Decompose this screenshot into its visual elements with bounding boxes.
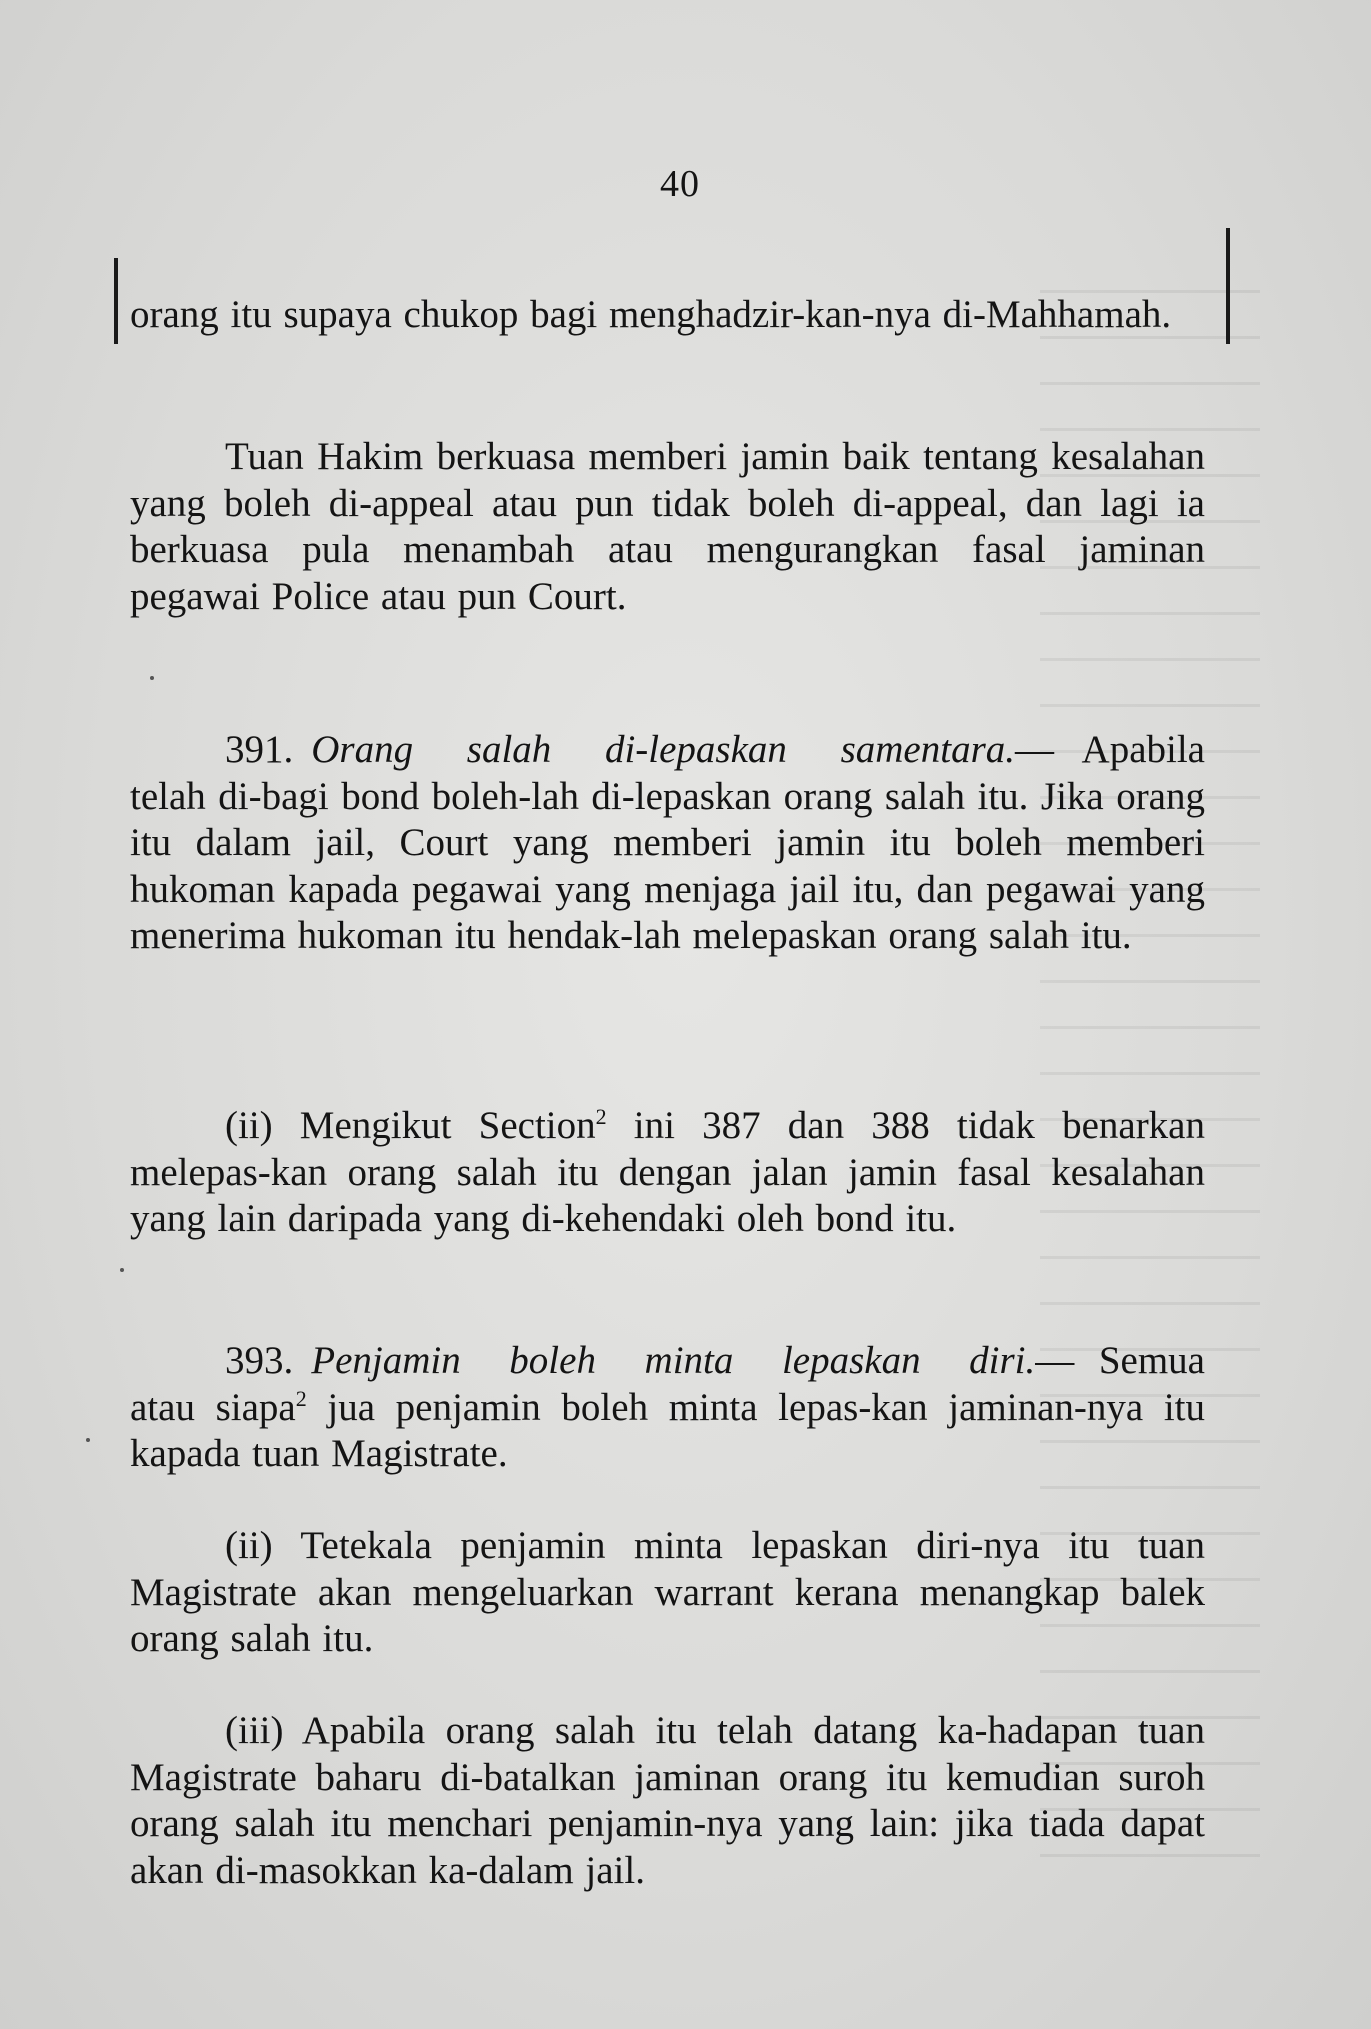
subsection-text: (ii) Mengikut Section [225, 1104, 596, 1147]
subsection-ii-warrant: (ii) Tetekala penjamin minta lepaskan diri-nya itu tuan Magistrate akan mengeluarkan warrant kerana menangkap balek orang salah itu. [130, 1524, 1205, 1660]
subsection-ii-bond [130, 1103, 1205, 1243]
paragraph-continuation: orang itu supaya chukop bagi menghadzir-kan-nya di-Mahhamah. [130, 293, 1172, 336]
ink-speck [120, 1268, 124, 1272]
subsection-iii-magistrate: (iii) Apabila orang salah itu telah datang ka-hadapan tuan Magistrate baharu di-batalkan jaminan orang itu kemudian suroh orang salah itu menchari penjamin-nya yang lain: jika tiada dapat akan di-masokkan ka-dalam jail. [130, 1709, 1205, 1892]
section-body: — Semua atau siapa [130, 1339, 1205, 1429]
margin-bar-right [1226, 228, 1230, 344]
paragraph-tuan-hakim: Tuan Hakim berkuasa memberi jamin baik tentang kesalahan yang boleh di-appeal atau pun tidak boleh di-appeal, dan lagi ia berkuasa pula menambah atau mengurangkan fasal jaminan pegawai Police atau pun Court. [130, 435, 1205, 618]
margin-bar-left [114, 258, 118, 344]
ink-speck [150, 676, 154, 680]
page-number: 40 [660, 163, 700, 205]
section-body: jua penjamin boleh minta lepas-kan jaminan-nya itu kapada tuan Magistrate. [130, 1385, 1205, 1475]
section-number: 393. [225, 1339, 294, 1382]
ink-speck [86, 1438, 90, 1442]
section-body: — Apabila telah di-bagi bond boleh-lah di-lepaskan orang salah itu. Jika orang itu dalam jail, Court yang memberi jamin itu boleh memberi hukoman kapada pegawai yang menjaga jail itu, dan pegawai yang menerima hukoman itu hendak-lah melepaskan orang salah itu. [130, 728, 1205, 957]
section-391 [130, 727, 1205, 960]
footnote-marker: 2 [295, 1385, 307, 1411]
section-number: 391. [225, 728, 294, 771]
footnote-marker: 2 [595, 1104, 607, 1129]
section-heading: Orang salah di-lepaskan samentara. [311, 728, 1016, 771]
section-393 [130, 1338, 1205, 1478]
subsection-text: ini 387 dan 388 tidak benarkan melepas-kan orang salah itu dengan jalan jamin fasal kesalahan yang lain daripada yang di-kehendaki oleh bond itu. [130, 1104, 1205, 1240]
section-heading: Penjamin boleh minta lepaskan diri. [311, 1339, 1036, 1382]
